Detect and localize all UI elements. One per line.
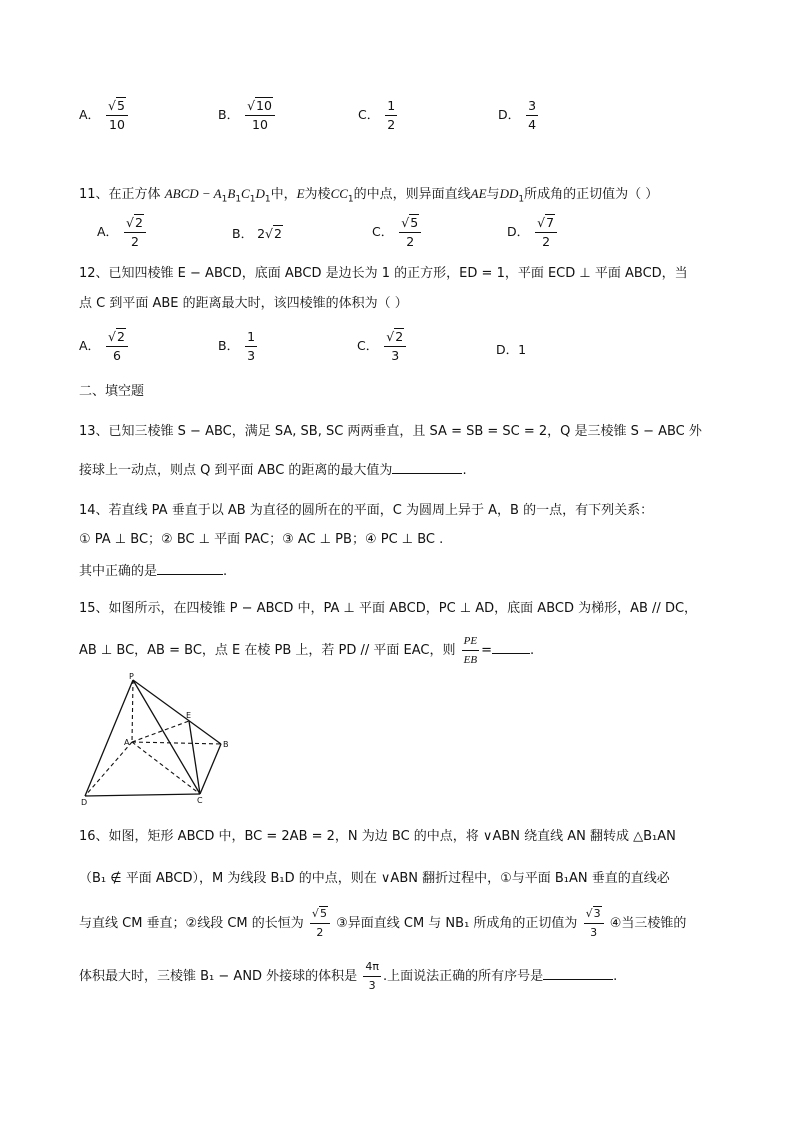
edge-EC <box>189 721 200 794</box>
q10-option-d: D． $\frac{3}{4}$ <box>498 98 537 132</box>
edge-AC <box>132 742 200 794</box>
q16-line3: 与直线 CM 垂直；②线段 CM 的长恒为 $\frac{√5}{2}$ ③异面直线 CM 与 NB₁ 所成角的正切值为 $\frac{√3}{3}$ ④当三棱锥的 <box>79 907 687 939</box>
answer-blank[interactable] <box>492 641 530 654</box>
edge-PA <box>132 680 133 742</box>
q10-option-c: C． $\frac{1}{2}$ <box>358 98 396 132</box>
q13-line2: 接球上一动点，则点 Q 到平面 ABC 的距离的最大值为 . <box>79 463 467 478</box>
label-D: D <box>81 798 88 807</box>
label-B: B <box>223 740 229 749</box>
q11-option-a: A． $\frac{√2}{2}$ <box>97 214 148 251</box>
edge-CB <box>200 744 221 794</box>
q12-option-a: A． $\frac{√2}{6}$ <box>79 328 130 365</box>
edge-AE <box>132 721 189 742</box>
q11-option-b: B． 2√2 <box>232 226 282 241</box>
q12-line2: 点 C 到平面 ABE 的距离最大时，该四棱锥的体积为（ ） <box>79 296 408 311</box>
q14-line1: 14、若直线 PA 垂直于以 AB 为直径的圆所在的平面，C 为圆周上异于 A，B 的一点，有下列关系： <box>79 503 654 518</box>
q11-option-c: C． $\frac{√5}{2}$ <box>372 214 423 251</box>
answer-blank[interactable] <box>543 967 613 980</box>
edge-AD <box>85 742 132 796</box>
answer-blank[interactable] <box>157 562 223 575</box>
q12-option-b: B． $\frac{1}{3}$ <box>218 329 256 363</box>
q16-line2: （B₁ ∉ 平面 ABCD），M 为线段 B₁D 的中点，则在 ∨ABN 翻折过程中，①与平面 B₁AN 垂直的直线必 <box>79 871 670 886</box>
q12-option-c: C． $\frac{√2}{3}$ <box>357 328 408 365</box>
answer-blank[interactable] <box>392 461 462 474</box>
edge-AB <box>132 742 221 744</box>
label-C: C <box>197 796 203 805</box>
edge-PB <box>133 680 221 744</box>
q15-line1: 15、如图所示，在四棱锥 P − ABCD 中，PA ⊥ 平面 ABCD，PC ⊥ AD，底面 ABCD 为梯形，AB // DC， <box>79 601 698 616</box>
label-E: E <box>186 711 192 720</box>
q12-line1: 12、已知四棱锥 E − ABCD，底面 ABCD 是边长为 1 的正方形，ED = 1，平面 ECD ⊥ 平面 ABCD，当 <box>79 266 688 281</box>
q12-option-d: D．1 <box>496 342 527 357</box>
edge-PC <box>133 680 200 794</box>
q10-option-b: B． $\frac{√10}{10}$ <box>218 97 277 134</box>
q11-option-d: D． $\frac{√7}{2}$ <box>507 214 559 251</box>
q16-line1: 16、如图，矩形 ABCD 中，BC = 2AB = 2，N 为边 BC 的中点，将 ∨ABN 绕直线 AN 翻转成 △B₁AN <box>79 829 676 844</box>
section-heading: 二、填空题 <box>79 384 145 399</box>
fraction: $\frac{√5}{10}$ <box>106 97 128 134</box>
label-A: A <box>124 738 130 747</box>
q16-line4: 体积最大时，三棱锥 B₁ − AND 外接球的体积是 $\frac{4\pi}{3}$ .上面说法正确的所有序号是 . <box>79 960 618 992</box>
q13-line1: 13、已知三棱锥 S − ABC，满足 SA, SB, SC 两两垂直，且 SA = SB = SC = 2，Q 是三棱锥 S − ABC 外 <box>79 424 702 439</box>
q10-option-a: A． $\frac{√5}{10}$ <box>79 97 130 134</box>
q11-stem: 11、在正方体 ABCD − $A_1B_1C_1D_1$中，E为棱$CC_1$的中点，则异面直线AE与$DD_1$所成角的正切值为（ ） <box>79 186 659 205</box>
pyramid-figure <box>75 672 245 810</box>
q14-line2: ① PA ⊥ BC；② BC ⊥ 平面 PAC；③ AC ⊥ PB；④ PC ⊥ BC . <box>79 532 444 547</box>
q14-line3: 其中正确的是 . <box>79 564 228 579</box>
edge-DC <box>85 794 200 796</box>
q15-line2: AB ⊥ BC，AB = BC，点 E 在棱 PB 上，若 PD // 平面 EAC，则 $\frac{PE}{EB}$ = . <box>79 632 534 669</box>
label-P: P <box>129 672 134 681</box>
